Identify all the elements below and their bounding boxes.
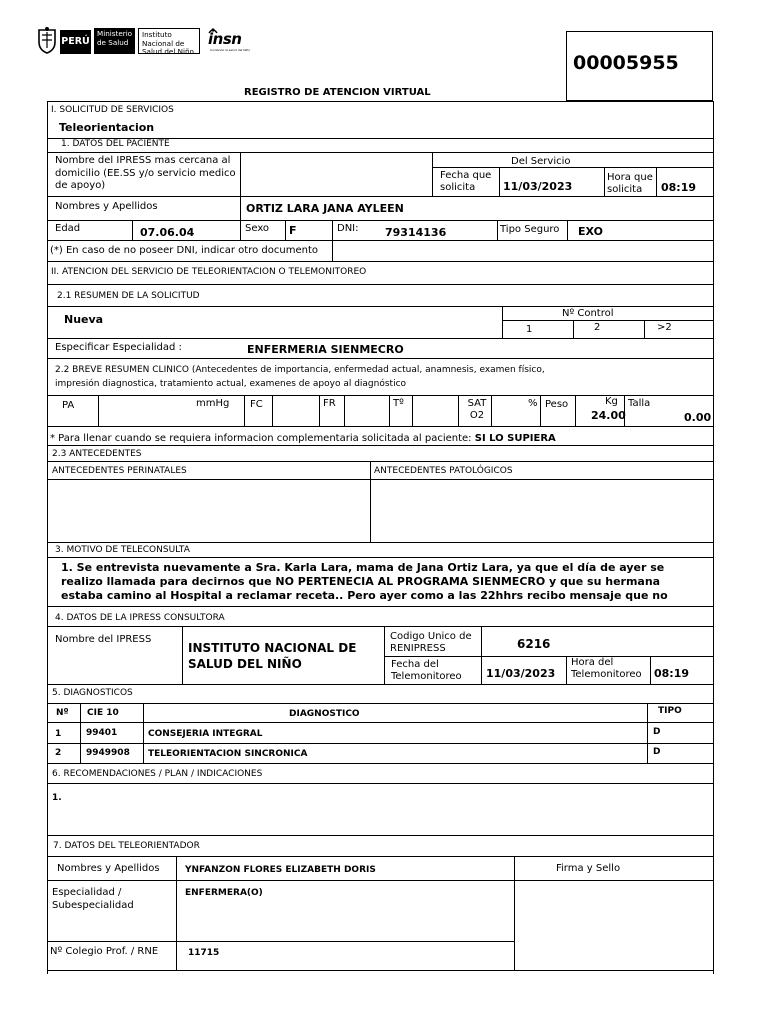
section1-heading: I. SOLICITUD DE SERVICIOS [51, 105, 174, 115]
diagnosticos-heading: 5. DIAGNOSTICOS [52, 688, 133, 698]
recomendaciones-value: 1. [52, 793, 62, 803]
ipress-label: Nombre del IPRESS [55, 634, 152, 645]
hora-tele-label: Hora del Telemonitoreo [571, 657, 642, 680]
col-diagnostico: DIAGNOSTICO [289, 709, 360, 719]
motivo-line-3: estaba camino al Hospital a reclamar receta.. Pero ayer como a las 22hhrs recibo mensaje que no [61, 589, 668, 602]
col-cie: CIE 10 [87, 708, 119, 718]
info-note [50, 433, 556, 445]
peru-shield-icon [36, 26, 58, 54]
fecha-tele-value: 11/03/2023 [486, 667, 556, 680]
especialidad-value: ENFERMERIA SIENMECRO [247, 343, 404, 356]
vital-talla: Talla [628, 398, 651, 409]
fecha-solicita-value: 11/03/2023 [503, 180, 573, 193]
firma-label: Firma y Sello [556, 863, 621, 874]
edad-label: Edad [55, 223, 81, 234]
codigo-label: Codigo Unico de RENIPRESS [390, 631, 472, 654]
teleorientador-especialidad-label: Especialidad / Subespecialidad [52, 887, 134, 911]
talla-value: 0.00 [684, 411, 712, 424]
colegio-label: Nº Colegio Prof. / RNE [50, 946, 159, 957]
motivo-line-2: realizo llamada para decirnos que NO PERTENECIA AL PROGRAMA SIENMECRO y que su hermana [61, 575, 661, 588]
motivo-heading: 3. MOTIVO DE TELECONSULTA [55, 545, 190, 555]
vital-kg: Kg [605, 396, 618, 407]
recomendaciones-heading: 6. RECOMENDACIONES / PLAN / INDICACIONES [52, 769, 263, 779]
col-tipo: TIPO [658, 706, 682, 716]
row-diagnostico: CONSEJERIA INTEGRAL [148, 729, 263, 739]
dni-value: 79314136 [385, 226, 447, 239]
ipress-value: INSTITUTO NACIONAL DE SALUD DEL NIÑO [188, 641, 357, 671]
ipress-consultora-heading: 4. DATOS DE LA IPRESS CONSULTORA [55, 613, 225, 623]
col-no: Nº [56, 708, 69, 718]
teleorientador-nombres-label: Nombres y Apellidos [57, 863, 160, 874]
ministry-label: Ministerio de Salud [97, 29, 133, 47]
form-title: REGISTRO DE ATENCION VIRTUAL [244, 87, 431, 98]
vital-pa: PA [62, 400, 75, 411]
hora-solicita-label: Hora que solicita [607, 172, 653, 195]
motivo-line-1: 1. Se entrevista nuevamente a Sra. Karla Lara, mama de Jana Ortiz Lara, ya que el día de ayer se [61, 561, 665, 574]
control-option-1: 1 [526, 324, 533, 335]
institute-badge [138, 28, 200, 54]
institute-label: Instituto Nacional de Salud del Niño [142, 30, 194, 56]
vital-fc: FC [250, 399, 263, 410]
peso-value: 24.00 [591, 409, 626, 422]
patient-heading: 1. DATOS DEL PACIENTE [61, 139, 170, 149]
control-option-2: 2 [594, 322, 601, 333]
fecha-solicita-label: Fecha que solicita [440, 170, 492, 193]
seguro-label: Tipo Seguro [500, 224, 560, 235]
section2-heading: II. ATENCION DEL SERVICIO DE TELEORIENTACION O TELEMONITOREO [51, 267, 367, 277]
codigo-value: 6216 [517, 637, 551, 651]
vital-fr: FR [323, 398, 336, 409]
ipress-nearest-label: Nombre del IPRESS mas cercana al domicilio (EE.SS y/o servicio medico de apoyo) [55, 155, 236, 191]
row-cie: 9949908 [86, 748, 130, 758]
edad-value: 07.06.04 [140, 226, 195, 239]
seguro-value: EXO [578, 225, 603, 238]
row-cie: 99401 [86, 728, 118, 738]
peru-badge [60, 30, 91, 54]
antecedentes-heading: 2.3 ANTECEDENTES [52, 449, 142, 459]
teleorientador-heading: 7. DATOS DEL TELEORIENTADOR [53, 841, 200, 851]
dni-note: (*) En caso de no poseer DNI, indicar otro documento [50, 245, 318, 256]
perinatales-label: ANTECEDENTES PERINATALES [52, 466, 187, 476]
control-label: Nº Control [562, 308, 614, 319]
resumen-heading: 2.1 RESUMEN DE LA SOLICITUD [57, 291, 200, 301]
row-no: 1 [55, 729, 62, 739]
ministry-badge [94, 28, 135, 54]
teleorientador-nombres-value: YNFANZON FLORES ELIZABETH DORIS [185, 865, 376, 875]
row-diagnostico: TELEORIENTACION SINCRONICA [148, 749, 308, 759]
vital-pct: % [528, 398, 538, 409]
row-tipo: D [653, 747, 661, 757]
peru-label: PERÚ [61, 36, 90, 47]
dni-label: DNI: [337, 223, 359, 234]
insn-logo [206, 26, 250, 56]
insn-tagline: Cuidando la salud del Niño [210, 48, 251, 52]
especialidad-label: Especificar Especialidad : [55, 342, 182, 353]
sexo-label: Sexo [245, 223, 270, 234]
info-note-text: * Para llenar cuando se requiera informacion complementaria solicitada al paciente: [50, 433, 472, 444]
vital-sat: SAT O2 [467, 398, 487, 421]
nombres-label: Nombres y Apellidos [55, 201, 158, 212]
patologicos-label: ANTECEDENTES PATOLÓGICOS [374, 466, 513, 476]
resumen-value: Nueva [64, 313, 104, 326]
row-tipo: D [653, 727, 661, 737]
clinico-heading: 2.2 BREVE RESUMEN CLINICO (Antecedentes de importancia, enfermedad actual, anamnesis, examen físico, impresión diagnostica, tratamiento actual, examenes de apoyo al diagnóstico [55, 365, 545, 389]
row-no: 2 [55, 748, 62, 758]
patient-name: ORTIZ LARA JANA AYLEEN [246, 202, 404, 215]
teleorientador-especialidad-value: ENFERMERA(O) [185, 888, 263, 898]
vital-peso: Peso [545, 399, 569, 410]
service-type: Teleorientacion [59, 121, 155, 134]
info-note-bold: SI LO SUPIERA [474, 433, 556, 444]
hora-tele-value: 08:19 [654, 667, 690, 680]
sexo-value: F [289, 224, 297, 237]
del-servicio-label: Del Servicio [511, 156, 571, 167]
vital-temp: Tº [393, 398, 404, 409]
vital-mmhg: mmHg [196, 398, 230, 409]
control-option-3: >2 [657, 322, 672, 333]
insn-wordmark: insn [208, 30, 242, 48]
colegio-value: 11715 [188, 948, 220, 958]
hora-solicita-value: 08:19 [661, 181, 697, 194]
fecha-tele-label: Fecha del Telemonitoreo [391, 659, 462, 682]
doc-number: 00005955 [573, 52, 679, 74]
